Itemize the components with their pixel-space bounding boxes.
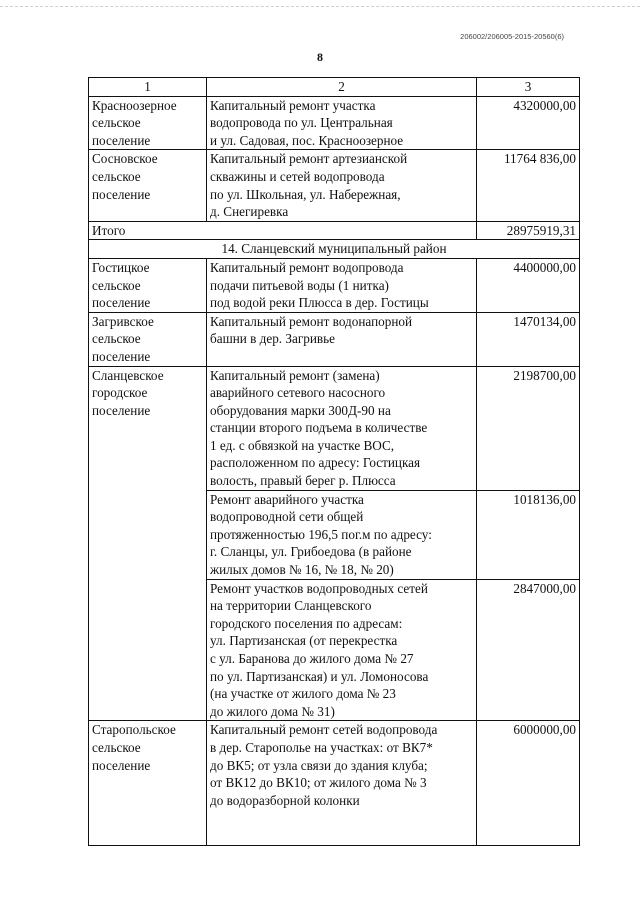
text-line: подачи питьевой воды (1 нитка) — [210, 277, 389, 293]
description-cell — [207, 721, 477, 846]
text-line: по ул. Партизанская) и ул. Ломоносова — [210, 668, 429, 684]
text-line: Капитальный ремонт сетей водопровода — [210, 722, 438, 738]
page-number: 8 — [317, 50, 323, 64]
table-row — [89, 366, 580, 490]
text-line: водопроводной сети общей — [210, 509, 364, 525]
text-line: городское — [92, 385, 148, 401]
text-line: с ул. Баранова до жилого дома № 27 — [210, 651, 414, 666]
text-line: оборудования марки 300Д-90 на — [210, 402, 391, 418]
text-line: Капитальный ремонт водонапорной — [210, 313, 413, 329]
text-line: на территории Сланцевского — [210, 598, 372, 614]
text-line: сельское — [92, 115, 141, 131]
amount-cell: 6000000,00 — [477, 721, 580, 846]
text-line: Капитальный ремонт (замена) — [210, 367, 380, 383]
text-line: Капитальный ремонт водопровода — [210, 259, 404, 275]
text-line: г. Сланцы, ул. Грибоедова (в районе — [210, 544, 412, 560]
column-header-row — [89, 78, 580, 97]
description-cell — [207, 150, 477, 221]
text-line: Старопольское — [92, 722, 176, 738]
settlement-cell — [89, 96, 207, 150]
description-cell — [207, 96, 477, 150]
amount-cell: 2847000,00 — [477, 579, 580, 721]
text-line: 1 ед. с обвязкой на участке ВОС, — [210, 437, 395, 453]
settlement-cell — [89, 721, 207, 846]
document-code: 206002/206005-2015-20560(6) — [460, 32, 564, 41]
table-row — [89, 721, 580, 846]
table-body — [89, 78, 580, 846]
text-line: аварийного сетевого насосного — [210, 385, 386, 401]
scan-edge — [0, 6, 640, 7]
text-line: до ВК5; от узла связи до здания клуба; — [210, 757, 428, 773]
amount-cell: 11764 836,00 — [477, 150, 580, 221]
text-line: Ремонт участков водопроводных сетей — [210, 580, 428, 596]
text-line: Гостицкое — [92, 259, 150, 275]
amount-cell: 2198700,00 — [477, 366, 580, 490]
text-line: поселение — [92, 186, 151, 202]
text-line: Загривское — [92, 313, 154, 329]
total-amount: 28975919,31 — [477, 221, 580, 240]
text-line: под водой реки Плюсса в дер. Гостицы — [210, 295, 429, 311]
settlement-cell — [89, 312, 207, 366]
text-line: сельское — [92, 277, 141, 293]
description-cell — [207, 490, 477, 579]
amount-cell: 4400000,00 — [477, 258, 580, 312]
text-line: башни в дер. Загривье — [210, 331, 336, 347]
text-line: по ул. Школьная, ул. Набережная, — [210, 186, 401, 202]
description-cell — [207, 579, 477, 721]
text-line: расположенном по адресу: Гостицкая — [210, 455, 421, 471]
text-line: протяженностью 196,5 пог.м по адресу: — [210, 526, 432, 542]
text-line: Сосновское — [92, 151, 158, 167]
settlement-cell — [89, 150, 207, 221]
description-cell — [207, 366, 477, 490]
text-line: до жилого дома № 31) — [210, 703, 335, 719]
text-line: Капитальный ремонт артезианской — [210, 151, 408, 167]
text-line: Красноозерное — [92, 97, 177, 113]
text-line: поселение — [92, 757, 151, 773]
total-label: Итого — [89, 221, 477, 240]
text-line: сельское — [92, 168, 141, 184]
text-line: и ул. Садовая, пос. Красноозерное — [210, 132, 404, 148]
text-line: сельское — [92, 739, 141, 755]
text-line: скважины и сетей водопровода — [210, 168, 385, 184]
text-line: от ВК12 до ВК10; от жилого дома № 3 — [210, 775, 427, 791]
section-row — [89, 240, 580, 259]
text-line: поселение — [92, 295, 151, 311]
table-row — [89, 96, 580, 150]
text-line: д. Снегиревка — [210, 204, 289, 220]
text-line: водопровода по ул. Центральная — [210, 115, 393, 131]
text-line: городского поселения по адресам: — [210, 615, 403, 631]
text-line: ул. Партизанская (от перекрестка — [210, 633, 398, 649]
description-cell — [207, 312, 477, 366]
text-line: станции второго подъема в количестве — [210, 420, 428, 436]
text-line: в дер. Старополье на участках: от ВК7* — [210, 739, 433, 755]
col-header-1: 1 — [89, 78, 207, 97]
settlement-cell — [89, 366, 207, 721]
text-line: поселение — [92, 132, 151, 148]
table-row — [89, 258, 580, 312]
amount-cell: 1018136,00 — [477, 490, 580, 579]
allocation-table — [88, 77, 580, 846]
col-header-2: 2 — [207, 78, 477, 97]
text-line: поселение — [92, 348, 151, 364]
section-title: 14. Сланцевский муниципальный район — [89, 240, 580, 259]
text-line: Сланцевское — [92, 367, 164, 383]
description-cell — [207, 258, 477, 312]
text-line: Ремонт аварийного участка — [210, 491, 364, 507]
amount-cell: 1470134,00 — [477, 312, 580, 366]
settlement-cell — [89, 258, 207, 312]
text-line: жилых домов № 16, № 18, № 20) — [210, 562, 394, 578]
text-line: волость, правый берег р. Плюсса — [210, 473, 396, 489]
table-row — [89, 150, 580, 221]
text-line: Капитальный ремонт участка — [210, 97, 376, 113]
text-line: сельское — [92, 331, 141, 347]
text-line: до водоразборной колонки — [210, 792, 360, 808]
text-line: (на участке от жилого дома № 23 — [210, 686, 396, 702]
table-row — [89, 312, 580, 366]
amount-cell: 4320000,00 — [477, 96, 580, 150]
col-header-3: 3 — [477, 78, 580, 97]
total-row — [89, 221, 580, 240]
text-line: поселение — [92, 402, 151, 418]
